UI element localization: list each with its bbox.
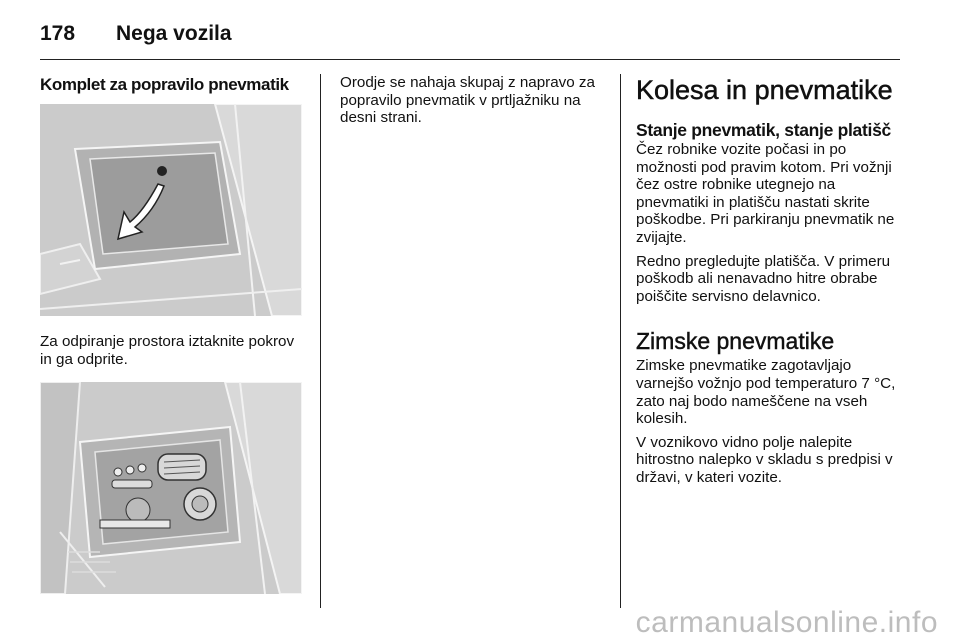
chapter-heading-wheels: Kolesa in pnevmatike bbox=[636, 75, 893, 105]
page-header bbox=[40, 14, 900, 54]
section-heading-tyre-condition: Stanje pnevmatik, stanje platišč bbox=[636, 120, 891, 140]
column-divider-right bbox=[620, 74, 621, 608]
tool-location-text: Orodje se nahaja skupaj z napravo za popravilo pnevmatik v prtljažniku na desni strani. bbox=[340, 74, 595, 127]
figure-caption: Za odpiranje prostora iztaknite pokrov in ga odprite. bbox=[40, 333, 295, 368]
tool-compartment-illustration bbox=[40, 382, 302, 594]
header-divider bbox=[40, 59, 900, 60]
site-watermark: carmanualsonline.info bbox=[635, 606, 938, 639]
column-divider-left bbox=[320, 74, 321, 608]
trunk-cover-drawing bbox=[40, 104, 302, 316]
page-number: 178 bbox=[40, 22, 76, 45]
trunk-cover-illustration bbox=[40, 104, 302, 316]
tyre-condition-paragraph-2: Redno pregledujte platišča. V primeru poškodb ali nenavadno hitre obrabe poiščite servisno delavnico. bbox=[636, 252, 891, 305]
winter-tyres-paragraph-2: V voznikovo vidno polje nalepite hitrostno nalepko v skladu s predpisi v državi, v kateri vozite. bbox=[636, 433, 893, 486]
section-heading-repair-kit: Komplet za popravilo pnevmatik bbox=[40, 75, 289, 94]
left-column bbox=[40, 74, 304, 594]
right-column bbox=[636, 74, 904, 493]
winter-tyres-paragraph-1: Zimske pnevmatike zagotavljajo varnejšo vožnjo pod temperaturo 7 °C, zato naj bodo nameščene na vseh kolesih. bbox=[636, 357, 896, 428]
tyre-condition-paragraph-1: Čez robnike vozite počasi in po možnosti pod pravim kotom. Pri vožnji čez ostre robnike utegnejo na pnevmatiki in platišču nastati skrite poškodbe. Pri parkiranju pnevmatik ne zvijajte. bbox=[636, 141, 895, 246]
section-heading-winter-tyres: Zimske pnevmatike bbox=[636, 328, 835, 355]
chapter-title: Nega vozila bbox=[116, 22, 232, 45]
tool-compartment-drawing bbox=[40, 382, 302, 594]
middle-column bbox=[340, 74, 604, 133]
